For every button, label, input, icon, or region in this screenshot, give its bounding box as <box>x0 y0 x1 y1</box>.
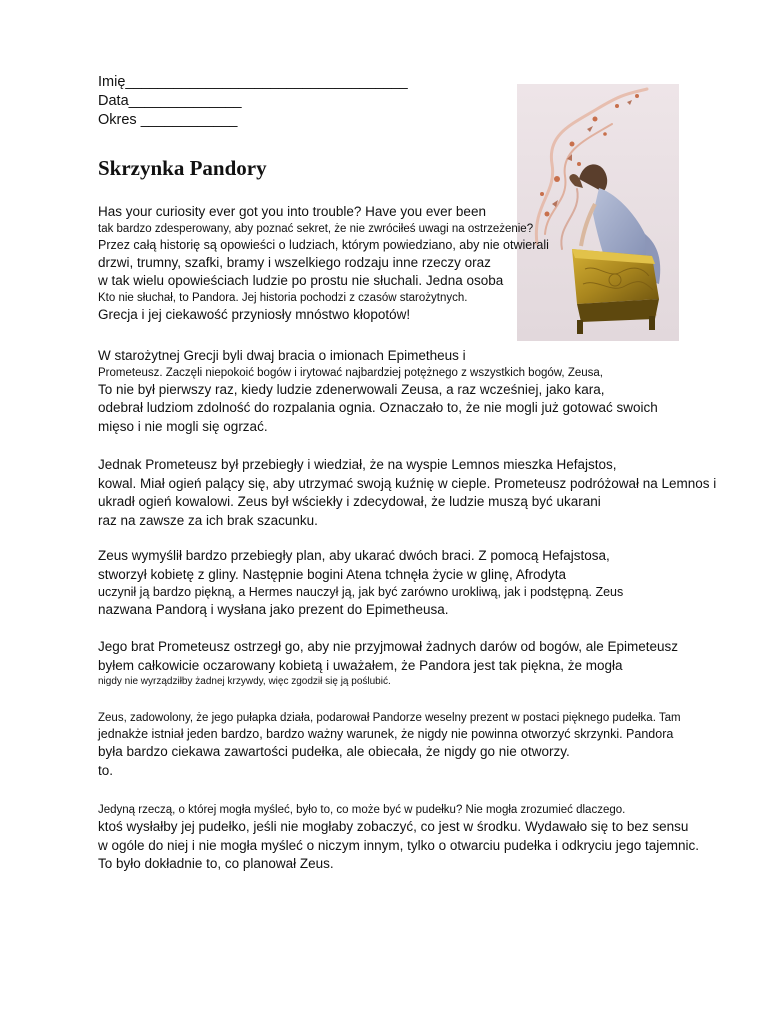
paragraph-line: nigdy nie wyrządziłby żadnej krzywdy, więc zgodził się ją poślubić. <box>98 676 391 687</box>
paragraph-line: Jego brat Prometeusz ostrzegł go, aby nie przyjmował żadnych darów od bogów, ale Epimeteusz <box>98 639 679 654</box>
paragraph-line: jednakże istniał jeden bardzo, bardzo ważny warunek, że nigdy nie powinna otworzyć skrzynki. Pandora <box>98 727 674 741</box>
paragraph-line: mięso i nie mogli się ogrzać. <box>98 418 268 434</box>
paragraph-line: to. <box>98 762 114 778</box>
paragraph-line: kowal. Miał ogień palący się, aby utrzymać swoją kuźnię w cieple. Prometeusz podróżował na Lemnos i <box>98 475 717 491</box>
paragraph-line: Zeus, zadowolony, że jego pułapka działa, podarował Pandorze weselny prezent w postaci pięknego pudełka. Tam <box>98 712 681 724</box>
paragraph-line: Has your curiosity ever got you into trouble? Have you ever been <box>98 204 486 219</box>
paragraph-line: była bardzo ciekawa zawartości pudełka, ale obiecała, że nigdy go nie otworzy. <box>98 744 570 759</box>
paragraph-line: To było dokładnie to, co planował Zeus. <box>98 856 334 871</box>
paragraph-5 <box>98 638 718 689</box>
paragraph-line: w ogóle do niej i nie mogła myśleć o niczym innym, tylko o otwarciu pudełka i odkryciu jego tajemnic. <box>98 837 700 853</box>
paragraph-line: drzwi, trumny, szafki, bramy i wszelkiego rodzaju inne rzeczy oraz <box>98 254 491 270</box>
name-field[interactable]: Imię___________________________________ <box>98 74 408 90</box>
paragraph-line: byłem całkowicie oczarowany kobietą i uważałem, że Pandora jest tak piękna, że mogła <box>98 657 623 673</box>
paragraph-line: tak bardzo zdesperowany, aby poznać sekret, że nie zwróciłeś uwagi na ostrzeżenie? <box>98 222 534 235</box>
paragraph-line: raz na zawsze za ich brak szacunku. <box>98 512 318 528</box>
paragraph-1 <box>98 203 718 324</box>
paragraph-3 <box>98 456 718 530</box>
paragraph-line: Grecja i jej ciekawość przyniosły mnóstwo kłopotów! <box>98 306 411 322</box>
paragraph-7 <box>98 803 718 874</box>
student-info-fields <box>98 73 408 130</box>
paragraph-line: ktoś wysłałby jej pudełko, jeśli nie mogłaby zobaczyć, co jest w środku. Wydawało się to bez sensu <box>98 819 689 834</box>
paragraph-line: odebrał ludziom zdolność do rozpalania ognia. Oznaczało to, że nie mogli już gotować swoich <box>98 400 658 415</box>
paragraph-line: W starożytnej Grecji byli dwaj bracia o imionach Epimetheus i <box>98 348 466 363</box>
paragraph-6 <box>98 711 718 780</box>
paragraph-line: stworzył kobietę z gliny. Następnie bogini Atena tchnęła życie w glinę, Afrodyta <box>98 566 567 582</box>
paragraph-line: w tak wielu opowieściach ludzie po prostu nie słuchali. Jedna osoba <box>98 273 504 288</box>
paragraph-line: Kto nie słuchał, to Pandora. Jej historia pochodzi z czasów starożytnych. <box>98 291 468 304</box>
document-title: Skrzynka Pandory <box>98 156 267 180</box>
period-field[interactable]: Okres ____________ <box>98 112 238 128</box>
paragraph-2 <box>98 347 718 436</box>
paragraph-line: Zeus wymyślił bardzo przebiegły plan, aby ukarać dwóch braci. Z pomocą Hefajstosa, <box>98 548 610 563</box>
paragraph-4 <box>98 547 718 620</box>
paragraph-line: ukradł ogień kowalowi. Zeus był wściekły i zdecydował, że ludzie muszą być ukarani <box>98 494 601 509</box>
date-field[interactable]: Data______________ <box>98 93 242 109</box>
paragraph-line: Przez całą historię są opowieści o ludziach, którym powiedziano, aby nie otwierali <box>98 237 549 252</box>
paragraph-line: Jedyną rzeczą, o której mogła myśleć, było to, co może być w pudełku? Nie mogła zrozumieć dlaczego. <box>98 804 626 816</box>
paragraph-line: nazwana Pandorą i wysłana jako prezent do Epimetheusa. <box>98 602 449 617</box>
paragraph-line: Prometeusz. Zaczęli niepokoić bogów i irytować najbardziej potężnego z wszystkich bogów, Zeusa, <box>98 366 603 379</box>
paragraph-line: Jednak Prometeusz był przebiegły i wiedział, że na wyspie Lemnos mieszka Hefajstos, <box>98 457 617 472</box>
paragraph-line: uczynił ją bardzo piękną, a Hermes nauczył ją, jak być zarówno urokliwą, jak i podstępną. Zeus <box>98 585 624 599</box>
paragraph-line: To nie był pierwszy raz, kiedy ludzie zdenerwowali Zeusa, a raz wcześniej, jako kara, <box>98 381 605 397</box>
